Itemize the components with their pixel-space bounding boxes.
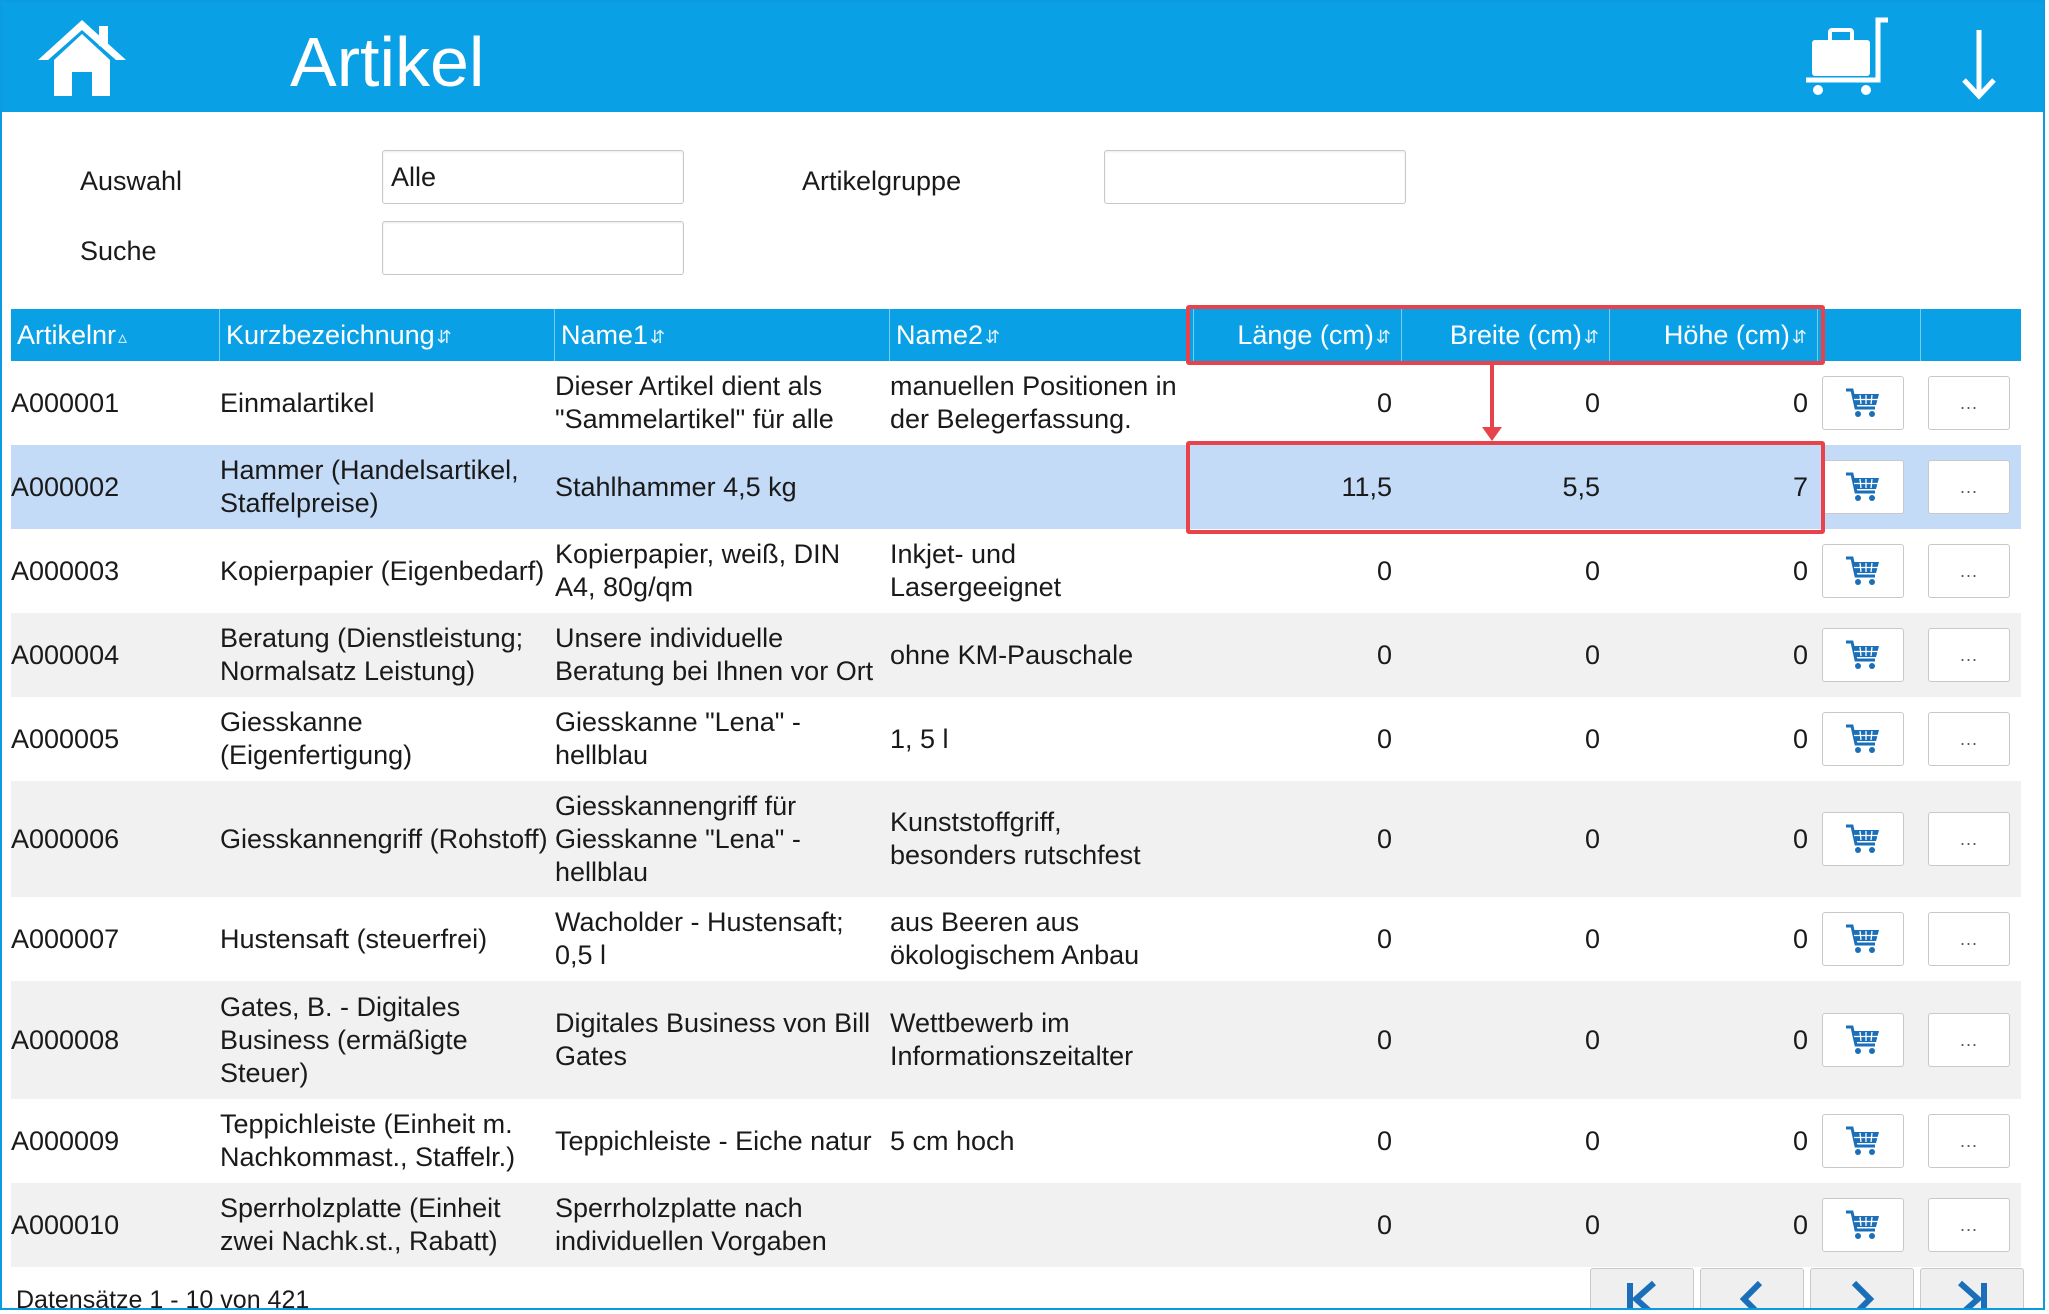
more-options-button[interactable] <box>1928 628 2010 682</box>
add-to-cart-button[interactable] <box>1822 628 1904 682</box>
cell-hoehe <box>1610 1099 1818 1183</box>
cell-text: A000003 <box>11 555 120 586</box>
cell-text-line: (Eigenfertigung) <box>220 740 413 770</box>
search-input[interactable] <box>382 221 684 275</box>
next-page-button[interactable] <box>1810 1268 1914 1310</box>
col-header-label: Name1 <box>561 320 649 350</box>
cell-text-line: Steuer) <box>220 1057 309 1088</box>
cell-name1 <box>555 445 890 529</box>
cart-icon <box>1802 16 1894 100</box>
cell-kurzbezeichnung <box>220 1099 555 1183</box>
cell-hoehe <box>1610 1183 1818 1267</box>
cell-laenge <box>1194 897 1402 981</box>
cell-name2 <box>890 697 1194 781</box>
add-to-cart-button[interactable] <box>1822 912 1904 966</box>
more-options-label: ... <box>1959 1030 1978 1050</box>
sort-icon: ⇵ <box>1375 326 1391 347</box>
page-title: Artikel <box>290 23 485 101</box>
first-page-icon <box>1622 1279 1662 1310</box>
cell-name2 <box>890 781 1194 897</box>
previous-page-button[interactable] <box>1700 1268 1804 1310</box>
auswahl-select[interactable] <box>382 150 684 204</box>
add-to-cart-button[interactable] <box>1822 712 1904 766</box>
cell-text-line: Unsere individuelle <box>555 623 784 653</box>
cell-name1 <box>555 361 890 445</box>
cart-icon <box>1845 471 1881 503</box>
cart-icon <box>1845 1125 1881 1157</box>
cell-text: A000005 <box>11 723 120 754</box>
cell-artikelnr <box>11 1099 220 1183</box>
cell-hoehe <box>1610 781 1818 897</box>
first-page-button[interactable] <box>1590 1268 1694 1310</box>
table-row[interactable] <box>11 613 2021 697</box>
cell-text-line: "Sammelartikel" für alle <box>555 404 834 434</box>
cell-text-line: 0,5 l <box>555 940 607 970</box>
more-options-label: ... <box>1959 1215 1978 1235</box>
cell-name2 <box>890 897 1194 981</box>
cell-kurzbezeichnung <box>220 529 555 613</box>
cell-text-line: Giesskanne <box>220 707 363 737</box>
cart-icon <box>1845 1024 1881 1056</box>
cell-text-line: Hammer (Handelsartikel, <box>220 455 519 485</box>
cell-text-line: Giesskannengriff (Rohstoff) <box>220 823 548 854</box>
more-options-label: ... <box>1959 477 1978 497</box>
cell-text: 0 <box>1376 823 1392 854</box>
cell-laenge <box>1194 361 1402 445</box>
cell-text-line: aus Beeren aus <box>890 907 1080 937</box>
cell-artikelnr <box>11 1183 220 1267</box>
cell-text-line: Dieser Artikel dient als <box>555 371 823 401</box>
cell-artikelnr <box>11 445 220 529</box>
table-row[interactable] <box>11 781 2021 897</box>
more-options-button[interactable] <box>1928 460 2010 514</box>
cell-name2 <box>890 361 1194 445</box>
cell-text-line: Stahlhammer 4,5 kg <box>555 471 797 502</box>
cell-name1 <box>555 529 890 613</box>
cell-text: 0 <box>1376 1024 1392 1055</box>
cell-text-line: Beratung bei Ihnen vor Ort <box>555 656 874 686</box>
cell-text: 0 <box>1584 923 1600 954</box>
more-options-button[interactable] <box>1928 712 2010 766</box>
cell-breite <box>1402 445 1610 529</box>
col-header-label: Höhe (cm) <box>1663 320 1790 350</box>
cell-text-line: der Belegerfassung. <box>890 404 1132 434</box>
cell-laenge <box>1194 1183 1402 1267</box>
cell-text: 0 <box>1584 823 1600 854</box>
cell-text-line: besonders rutschfest <box>890 840 1141 870</box>
cell-name2 <box>890 613 1194 697</box>
cell-text-line: zwei Nachk.st., Rabatt) <box>220 1226 498 1256</box>
cell-hoehe <box>1610 445 1818 529</box>
sort-icon: ⇵ <box>1583 326 1599 347</box>
last-page-icon <box>1952 1279 1992 1310</box>
cart-icon <box>1845 555 1881 587</box>
cell-text-line: Beratung (Dienstleistung; <box>220 623 524 653</box>
col-header-label: Länge (cm) <box>1237 320 1374 350</box>
cell-artikelnr <box>11 897 220 981</box>
more-options-button[interactable] <box>1928 1013 2010 1067</box>
artikelgruppe-label: Artikelgruppe <box>802 166 962 196</box>
cell-artikelnr <box>11 697 220 781</box>
cell-hoehe <box>1610 981 1818 1099</box>
col-header-hoehe[interactable] <box>1610 309 1818 361</box>
col-header-label: Name2 <box>896 320 984 350</box>
cell-text: 0 <box>1792 823 1808 854</box>
last-page-button[interactable] <box>1920 1268 2024 1310</box>
cell-breite <box>1402 697 1610 781</box>
download-button[interactable] <box>1952 24 2006 104</box>
cell-laenge <box>1194 697 1402 781</box>
cell-artikelnr <box>11 529 220 613</box>
cell-text-line: Inkjet- und <box>890 539 1017 569</box>
cell-text-line: 5 cm hoch <box>890 1125 1015 1156</box>
cell-text: A000001 <box>11 387 120 418</box>
more-options-button[interactable] <box>1928 1114 2010 1168</box>
add-to-cart-button[interactable] <box>1822 1114 1904 1168</box>
sort-icon: ⇵ <box>436 326 452 347</box>
table-row[interactable] <box>11 1099 2021 1183</box>
more-options-button[interactable] <box>1928 1198 2010 1252</box>
cell-text-line: Wacholder - Hustensaft; <box>555 907 844 937</box>
cell-text: 0 <box>1376 923 1392 954</box>
more-options-button[interactable] <box>1928 912 2010 966</box>
cell-artikelnr <box>11 981 220 1099</box>
more-options-label: ... <box>1959 1131 1978 1151</box>
cell-kurzbezeichnung <box>220 897 555 981</box>
cell-kurzbezeichnung <box>220 1183 555 1267</box>
auswahl-label: Auswahl <box>80 166 183 196</box>
cell-text-line: Giesskanne "Lena" - <box>555 823 801 854</box>
cell-text: 11,5 <box>1341 471 1392 502</box>
cell-text: 0 <box>1792 639 1808 670</box>
col-header-label: Artikelnr <box>17 320 117 350</box>
cell-text-line: hellblau <box>555 740 649 770</box>
cell-text-line: Wettbewerb im <box>890 1008 1070 1038</box>
cell-kurzbezeichnung <box>220 613 555 697</box>
cell-text-line: individuellen Vorgaben <box>555 1226 827 1256</box>
cell-text-line: Kopierpapier, weiß, DIN <box>555 539 841 569</box>
cell-text: 0 <box>1376 723 1392 754</box>
cart-icon <box>1845 639 1881 671</box>
cell-text: A000010 <box>11 1209 120 1240</box>
cell-name1 <box>555 897 890 981</box>
cell-name2 <box>890 981 1194 1099</box>
more-options-button[interactable] <box>1928 376 2010 430</box>
sort-icon: ⇵ <box>650 326 666 347</box>
cell-text-line: ohne KM-Pauschale <box>890 639 1134 670</box>
cell-text: 0 <box>1792 923 1808 954</box>
add-to-cart-button[interactable] <box>1822 544 1904 598</box>
cell-laenge <box>1194 529 1402 613</box>
cell-name1 <box>555 697 890 781</box>
suche-label: Suche <box>80 236 157 266</box>
cell-text-line: Sperrholzplatte nach <box>555 1193 803 1223</box>
more-options-button[interactable] <box>1928 812 2010 866</box>
cell-hoehe <box>1610 697 1818 781</box>
cell-name2 <box>890 445 1194 529</box>
cell-name1 <box>555 781 890 897</box>
cell-kurzbezeichnung <box>220 361 555 445</box>
cell-breite <box>1402 981 1610 1099</box>
cell-breite <box>1402 781 1610 897</box>
cell-text-line: Nachkommast., Staffelr.) <box>220 1142 516 1172</box>
cell-laenge <box>1194 613 1402 697</box>
cell-text: A000002 <box>11 471 120 502</box>
cell-text-line: Kopierpapier (Eigenbedarf) <box>220 555 545 586</box>
cell-text: 0 <box>1792 723 1808 754</box>
cell-name1 <box>555 981 890 1099</box>
cell-hoehe <box>1610 529 1818 613</box>
cell-text-line: Business (ermäßigte <box>220 1024 468 1055</box>
record-count: Datensätze 1 - 10 von 421 <box>16 1286 310 1310</box>
more-options-label: ... <box>1959 729 1978 749</box>
cell-text: 0 <box>1792 1209 1808 1240</box>
artikelgruppe-input[interactable] <box>1104 150 1406 204</box>
col-header-artikelnr[interactable] <box>11 309 220 361</box>
cell-text-line: hellblau <box>555 856 649 887</box>
cell-text-line: Kunststoffgriff, <box>890 807 1062 837</box>
cell-text: 0 <box>1376 639 1392 670</box>
cell-name1 <box>555 613 890 697</box>
next-page-icon <box>1842 1279 1882 1310</box>
cell-text: 0 <box>1584 1125 1600 1156</box>
cell-text: 0 <box>1584 555 1600 586</box>
home-button[interactable] <box>36 16 128 100</box>
cell-name1 <box>555 1099 890 1183</box>
cell-text-line: Digitales Business von Bill <box>555 1008 871 1038</box>
cart-icon <box>1845 723 1881 755</box>
cell-breite <box>1402 361 1610 445</box>
cell-hoehe <box>1610 613 1818 697</box>
cart-icon <box>1845 1209 1881 1241</box>
cart-icon <box>1845 923 1881 955</box>
add-to-cart-button[interactable] <box>1822 1198 1904 1252</box>
cell-kurzbezeichnung <box>220 981 555 1099</box>
col-header-breite[interactable] <box>1402 309 1610 361</box>
cart-icon <box>1845 823 1881 855</box>
cell-artikelnr <box>11 613 220 697</box>
cell-text: 0 <box>1792 1125 1808 1156</box>
cell-name2 <box>890 1183 1194 1267</box>
cell-name2 <box>890 1099 1194 1183</box>
cell-kurzbezeichnung <box>220 781 555 897</box>
col-header-kurzbezeichnung[interactable] <box>220 309 555 361</box>
sort-icon: ⇵ <box>1791 326 1807 347</box>
add-to-cart-button[interactable] <box>1822 460 1904 514</box>
cell-text-line: Informationszeitalter <box>890 1041 1134 1071</box>
cell-text: A000006 <box>11 823 120 854</box>
cell-text-line: Giesskannengriff für <box>555 790 797 821</box>
col-header-name1[interactable] <box>555 309 890 361</box>
cart-icon <box>1845 387 1881 419</box>
sort-icon: ⇵ <box>985 326 1001 347</box>
cell-breite <box>1402 1099 1610 1183</box>
add-to-cart-button[interactable] <box>1822 376 1904 430</box>
cell-text: 0 <box>1376 555 1392 586</box>
cell-text: 0 <box>1792 1024 1808 1055</box>
cell-breite <box>1402 529 1610 613</box>
cell-name1 <box>555 1183 890 1267</box>
cell-text-line: Hustensaft (steuerfrei) <box>220 923 488 954</box>
cell-text-line: Staffelpreise) <box>220 488 379 518</box>
table-header <box>11 309 2021 361</box>
col-header-cart <box>1818 309 1921 361</box>
more-options-label: ... <box>1959 393 1978 413</box>
cell-breite <box>1402 613 1610 697</box>
cell-text-line: Lasergeeignet <box>890 572 1062 602</box>
cell-breite <box>1402 1183 1610 1267</box>
more-options-label: ... <box>1959 929 1978 949</box>
cell-text: 0 <box>1376 1125 1392 1156</box>
cell-text: A000007 <box>11 923 120 954</box>
arrow-down-icon <box>1952 24 2006 104</box>
col-header-label: Kurzbezeichnung <box>226 320 435 350</box>
table-row[interactable] <box>11 697 2021 781</box>
cart-button[interactable] <box>1802 16 1894 100</box>
more-options-button[interactable] <box>1928 544 2010 598</box>
add-to-cart-button[interactable] <box>1822 812 1904 866</box>
sort-asc-icon: ▵ <box>118 326 128 347</box>
cell-text-line: Teppichleiste - Eiche natur <box>555 1125 872 1156</box>
cell-text: 7 <box>1792 471 1808 502</box>
cell-laenge <box>1194 1099 1402 1183</box>
cell-text: 0 <box>1792 387 1808 418</box>
col-header-more <box>1921 309 2021 361</box>
cell-laenge <box>1194 781 1402 897</box>
cell-laenge <box>1194 981 1402 1099</box>
cell-laenge <box>1194 445 1402 529</box>
header-bar <box>2 2 2043 112</box>
cell-text-line: Sperrholzplatte (Einheit <box>220 1193 501 1223</box>
cell-text-line: ökologischem Anbau <box>890 940 1140 970</box>
col-header-laenge[interactable] <box>1194 309 1402 361</box>
cell-text-line: Teppichleiste (Einheit m. <box>220 1109 513 1139</box>
cell-text: 0 <box>1376 387 1392 418</box>
cell-text-line: Gates, B. - Digitales <box>220 991 461 1022</box>
cell-text: 0 <box>1376 1209 1392 1240</box>
table-row[interactable] <box>11 445 2021 529</box>
cell-text-line: manuellen Positionen in <box>890 371 1177 401</box>
cell-hoehe <box>1610 897 1818 981</box>
cell-text: 0 <box>1792 555 1808 586</box>
table-row[interactable] <box>11 361 2021 445</box>
cell-hoehe <box>1610 361 1818 445</box>
cell-text: 0 <box>1584 1024 1600 1055</box>
previous-page-icon <box>1732 1279 1772 1310</box>
add-to-cart-button[interactable] <box>1822 1013 1904 1067</box>
cell-text: 0 <box>1584 1209 1600 1240</box>
home-icon <box>36 16 128 100</box>
cell-text: 0 <box>1584 387 1600 418</box>
table-row[interactable] <box>11 529 2021 613</box>
cell-kurzbezeichnung <box>220 697 555 781</box>
cell-text-line: A4, 80g/qm <box>555 572 694 602</box>
cell-text-line: Gates <box>555 1041 628 1071</box>
more-options-label: ... <box>1959 645 1978 665</box>
cell-text: 0 <box>1584 639 1600 670</box>
table-row[interactable] <box>11 981 2021 1099</box>
cell-artikelnr <box>11 781 220 897</box>
cell-text: A000004 <box>11 639 120 670</box>
cell-text-line: Normalsatz Leistung) <box>220 656 476 686</box>
more-options-label: ... <box>1959 561 1978 581</box>
highlight-arrowhead <box>1480 427 1504 443</box>
cell-name2 <box>890 529 1194 613</box>
table-row[interactable] <box>11 1183 2021 1267</box>
table-row[interactable] <box>11 897 2021 981</box>
cell-kurzbezeichnung <box>220 445 555 529</box>
cell-breite <box>1402 897 1610 981</box>
more-options-label: ... <box>1959 829 1978 849</box>
cell-text-line: Giesskanne "Lena" - <box>555 707 801 737</box>
cell-text-line: 1, 5 l <box>890 723 949 754</box>
cell-text: 0 <box>1584 723 1600 754</box>
col-header-label: Breite (cm) <box>1449 320 1582 350</box>
cell-text: A000008 <box>11 1024 120 1055</box>
col-header-name2[interactable] <box>890 309 1194 361</box>
cell-text: A000009 <box>11 1125 120 1156</box>
cell-artikelnr <box>11 361 220 445</box>
cell-text-line: Einmalartikel <box>220 387 375 418</box>
cell-text: 5,5 <box>1562 471 1600 502</box>
